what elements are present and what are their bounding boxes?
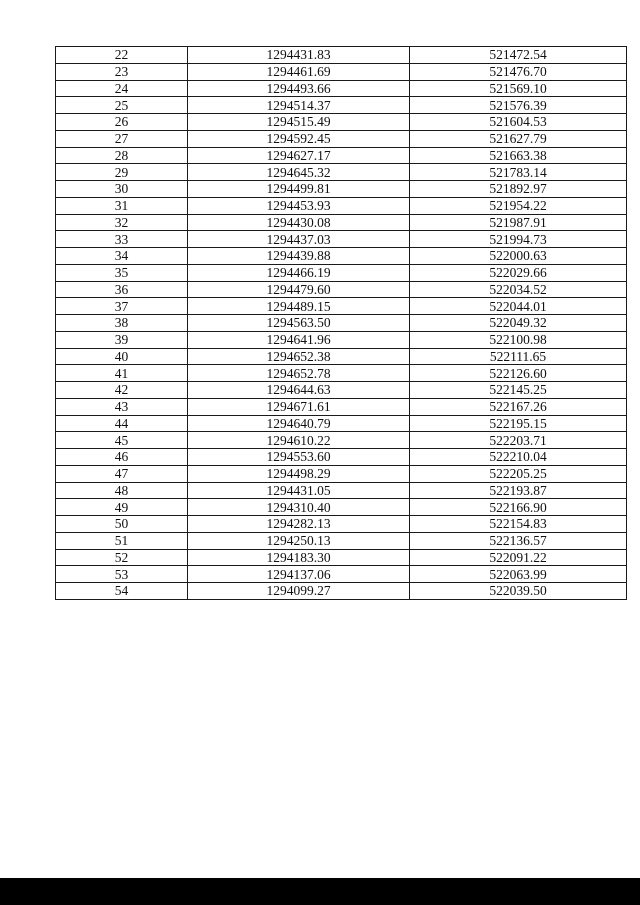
point-number-cell: 50 [56, 516, 188, 533]
point-number-cell: 46 [56, 449, 188, 466]
y-coordinate-cell: 522044.01 [410, 298, 627, 315]
point-number-cell: 23 [56, 63, 188, 80]
x-coordinate-cell: 1294610.22 [188, 432, 410, 449]
table-row [56, 97, 627, 114]
table-row [56, 164, 627, 181]
table-row [56, 432, 627, 449]
table-row [56, 47, 627, 64]
y-coordinate-cell: 522166.90 [410, 499, 627, 516]
x-coordinate-cell: 1294282.13 [188, 516, 410, 533]
table-row [56, 181, 627, 198]
point-number-cell: 28 [56, 147, 188, 164]
point-number-cell: 40 [56, 348, 188, 365]
table-row [56, 147, 627, 164]
y-coordinate-cell: 521954.22 [410, 197, 627, 214]
point-number-cell: 48 [56, 482, 188, 499]
y-coordinate-cell: 522100.98 [410, 331, 627, 348]
x-coordinate-cell: 1294430.08 [188, 214, 410, 231]
point-number-cell: 53 [56, 566, 188, 583]
y-coordinate-cell: 521987.91 [410, 214, 627, 231]
table-row [56, 499, 627, 516]
point-number-cell: 43 [56, 398, 188, 415]
x-coordinate-cell: 1294640.79 [188, 415, 410, 432]
x-coordinate-cell: 1294183.30 [188, 549, 410, 566]
x-coordinate-cell: 1294466.19 [188, 264, 410, 281]
coordinates-table [55, 46, 627, 600]
table-row [56, 583, 627, 600]
y-coordinate-cell: 522063.99 [410, 566, 627, 583]
x-coordinate-cell: 1294671.61 [188, 398, 410, 415]
x-coordinate-cell: 1294437.03 [188, 231, 410, 248]
point-number-cell: 39 [56, 331, 188, 348]
y-coordinate-cell: 522205.25 [410, 465, 627, 482]
table-row [56, 465, 627, 482]
x-coordinate-cell: 1294439.88 [188, 248, 410, 265]
x-coordinate-cell: 1294553.60 [188, 449, 410, 466]
point-number-cell: 22 [56, 47, 188, 64]
x-coordinate-cell: 1294489.15 [188, 298, 410, 315]
x-coordinate-cell: 1294498.29 [188, 465, 410, 482]
y-coordinate-cell: 521994.73 [410, 231, 627, 248]
y-coordinate-cell: 521627.79 [410, 130, 627, 147]
x-coordinate-cell: 1294652.38 [188, 348, 410, 365]
x-coordinate-cell: 1294431.83 [188, 47, 410, 64]
table-row [56, 449, 627, 466]
point-number-cell: 32 [56, 214, 188, 231]
point-number-cell: 38 [56, 315, 188, 332]
y-coordinate-cell: 521663.38 [410, 147, 627, 164]
point-number-cell: 36 [56, 281, 188, 298]
y-coordinate-cell: 522145.25 [410, 382, 627, 399]
point-number-cell: 30 [56, 181, 188, 198]
x-coordinate-cell: 1294499.81 [188, 181, 410, 198]
x-coordinate-cell: 1294627.17 [188, 147, 410, 164]
y-coordinate-cell: 522034.52 [410, 281, 627, 298]
table-row [56, 231, 627, 248]
point-number-cell: 51 [56, 532, 188, 549]
y-coordinate-cell: 521476.70 [410, 63, 627, 80]
y-coordinate-cell: 522136.57 [410, 532, 627, 549]
table-row [56, 415, 627, 432]
scan-bottom-edge [0, 878, 640, 905]
table-row [56, 398, 627, 415]
x-coordinate-cell: 1294514.37 [188, 97, 410, 114]
y-coordinate-cell: 522203.71 [410, 432, 627, 449]
point-number-cell: 44 [56, 415, 188, 432]
x-coordinate-cell: 1294137.06 [188, 566, 410, 583]
x-coordinate-cell: 1294515.49 [188, 114, 410, 131]
y-coordinate-cell: 521604.53 [410, 114, 627, 131]
point-number-cell: 24 [56, 80, 188, 97]
x-coordinate-cell: 1294250.13 [188, 532, 410, 549]
y-coordinate-cell: 521783.14 [410, 164, 627, 181]
y-coordinate-cell: 522111.65 [410, 348, 627, 365]
table-row [56, 264, 627, 281]
point-number-cell: 26 [56, 114, 188, 131]
x-coordinate-cell: 1294479.60 [188, 281, 410, 298]
x-coordinate-cell: 1294099.27 [188, 583, 410, 600]
point-number-cell: 54 [56, 583, 188, 600]
x-coordinate-cell: 1294592.45 [188, 130, 410, 147]
x-coordinate-cell: 1294461.69 [188, 63, 410, 80]
point-number-cell: 49 [56, 499, 188, 516]
table-row [56, 382, 627, 399]
x-coordinate-cell: 1294453.93 [188, 197, 410, 214]
y-coordinate-cell: 522049.32 [410, 315, 627, 332]
table-row [56, 566, 627, 583]
point-number-cell: 35 [56, 264, 188, 281]
table-row [56, 130, 627, 147]
table-row [56, 532, 627, 549]
x-coordinate-cell: 1294431.05 [188, 482, 410, 499]
y-coordinate-cell: 522091.22 [410, 549, 627, 566]
point-number-cell: 25 [56, 97, 188, 114]
y-coordinate-cell: 521472.54 [410, 47, 627, 64]
table-row [56, 516, 627, 533]
table-row [56, 214, 627, 231]
x-coordinate-cell: 1294563.50 [188, 315, 410, 332]
table-row [56, 365, 627, 382]
y-coordinate-cell: 522126.60 [410, 365, 627, 382]
x-coordinate-cell: 1294652.78 [188, 365, 410, 382]
x-coordinate-cell: 1294641.96 [188, 331, 410, 348]
point-number-cell: 45 [56, 432, 188, 449]
point-number-cell: 52 [56, 549, 188, 566]
table-row [56, 549, 627, 566]
table-row [56, 63, 627, 80]
table-row [56, 281, 627, 298]
table-row [56, 331, 627, 348]
point-number-cell: 37 [56, 298, 188, 315]
y-coordinate-cell: 522210.04 [410, 449, 627, 466]
table-row [56, 482, 627, 499]
y-coordinate-cell: 522039.50 [410, 583, 627, 600]
x-coordinate-cell: 1294310.40 [188, 499, 410, 516]
y-coordinate-cell: 522029.66 [410, 264, 627, 281]
y-coordinate-cell: 522195.15 [410, 415, 627, 432]
x-coordinate-cell: 1294645.32 [188, 164, 410, 181]
table-row [56, 315, 627, 332]
y-coordinate-cell: 522154.83 [410, 516, 627, 533]
y-coordinate-cell: 521576.39 [410, 97, 627, 114]
y-coordinate-cell: 522000.63 [410, 248, 627, 265]
table-row [56, 80, 627, 97]
point-number-cell: 47 [56, 465, 188, 482]
y-coordinate-cell: 521892.97 [410, 181, 627, 198]
x-coordinate-cell: 1294493.66 [188, 80, 410, 97]
point-number-cell: 31 [56, 197, 188, 214]
y-coordinate-cell: 521569.10 [410, 80, 627, 97]
x-coordinate-cell: 1294644.63 [188, 382, 410, 399]
table-row [56, 114, 627, 131]
table-row [56, 298, 627, 315]
coordinates-table-body [56, 47, 627, 600]
table-row [56, 197, 627, 214]
point-number-cell: 34 [56, 248, 188, 265]
point-number-cell: 29 [56, 164, 188, 181]
point-number-cell: 27 [56, 130, 188, 147]
y-coordinate-cell: 522167.26 [410, 398, 627, 415]
table-row [56, 248, 627, 265]
point-number-cell: 41 [56, 365, 188, 382]
point-number-cell: 42 [56, 382, 188, 399]
point-number-cell: 33 [56, 231, 188, 248]
y-coordinate-cell: 522193.87 [410, 482, 627, 499]
table-row [56, 348, 627, 365]
